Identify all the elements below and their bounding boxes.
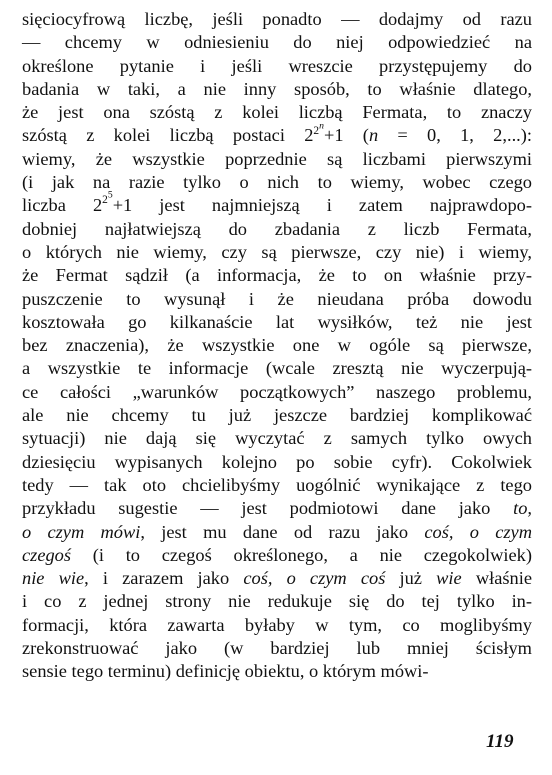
text-line: przykładu sugestie — jest podmiotowi dane jako to, [22, 498, 532, 519]
text-line: a wszystkie te informacje (wcale zresztą nie wyczerpują- [22, 358, 532, 379]
italic-term: coś, o czym coś [243, 568, 386, 589]
text-line: (i jak na razie tylko o nich to wiemy, wobec czego [22, 172, 532, 193]
exponent-variable: n [319, 120, 324, 132]
text-line: że jest ona szóstą z kolei liczbą Fermata, to znaczy [22, 102, 532, 123]
italic-term: czegoś [22, 544, 72, 565]
body-text [22, 8, 532, 684]
math-variable: n [368, 125, 379, 146]
exponent: 25 [102, 190, 113, 207]
text-line: liczba $2^{2^5}+1$ jest najmniejszą i zatem najprawdopo- [22, 190, 532, 216]
text-line: bez znaczenia), że wszystkie one w ogóle są pierwsze, [22, 335, 532, 356]
text-line: — chcemy w odniesieniu do niej odpowiedzieć na [22, 32, 532, 53]
text-line: badania w taki, a nie inny sposób, to właśnie dlatego, [22, 78, 532, 99]
text-line: o których nie wiemy, czy są pierwsze, czy nie) i wiemy, [22, 241, 532, 262]
text-line: puszczenie to wysunął i że nieudana próba dowodu [22, 288, 532, 309]
text-line: nie wie, i zarazem jako coś, o czym coś już wie właśnie [22, 568, 532, 589]
exponent: 2n [313, 120, 324, 137]
italic-term: coś, o czym [424, 521, 532, 542]
text-line: wiemy, że wszystkie poprzednie są liczbami pierwszymi [22, 148, 532, 169]
text-line: kosztowała go kilkanaście lat wysiłków, też nie jest [22, 311, 532, 332]
text-line: formacji, która zawarta byłaby w tym, co moglibyśmy [22, 614, 532, 635]
text-line: czegoś (i to czegoś określonego, a nie czegokolwiek) [22, 544, 532, 565]
italic-term: wie [436, 568, 462, 589]
italic-term: o czym mówi [22, 521, 141, 542]
text-line: tedy — tak oto chcielibyśmy uogólnić wynikające z tego [22, 474, 532, 495]
text-line: dziesięciu wypisanych kolejno po sobie cyfr). Cokolwiek [22, 451, 532, 472]
text-line: i co z jednej strony nie redukuje się do tej tylko in- [22, 591, 532, 612]
text-line: dobniej najłatwiejszą do zbadania z liczb Fermata, [22, 218, 532, 239]
text-line: zrekonstruować jako (w bardziej lub mniej ścisłym [22, 638, 532, 659]
exponent-value: 5 [107, 190, 113, 202]
text-line: określone pytanie i jeśli wreszcie przystępujemy do [22, 55, 532, 76]
text-line: sięciocyfrową liczbę, jeśli ponadto — dodajmy od razu [22, 9, 532, 29]
text-line: sytuacji) nie dają się wyczytać z samych tylko owych [22, 428, 532, 449]
page-number: 119 [486, 731, 514, 752]
text-line: że Fermat sądził (a informacja, że to on właśnie przy- [22, 265, 532, 286]
text-line: szóstą z kolei liczbą postaci $2^{2^n}+1$ (n = 0, 1, 2,...): [22, 120, 532, 146]
text-line: sensie tego terminu) definicję obiektu, o którym mówi- [22, 661, 429, 682]
italic-term: nie wie [22, 568, 85, 589]
text-line: ale nie chcemy tu już jeszcze bardziej komplikować [22, 405, 532, 426]
text-line: ce całości „warunków początkowych” naszego problemu, [22, 381, 532, 402]
text-line: o czym mówi, jest mu dane od razu jako coś, o czym [22, 521, 532, 542]
italic-term: to, [513, 498, 532, 519]
